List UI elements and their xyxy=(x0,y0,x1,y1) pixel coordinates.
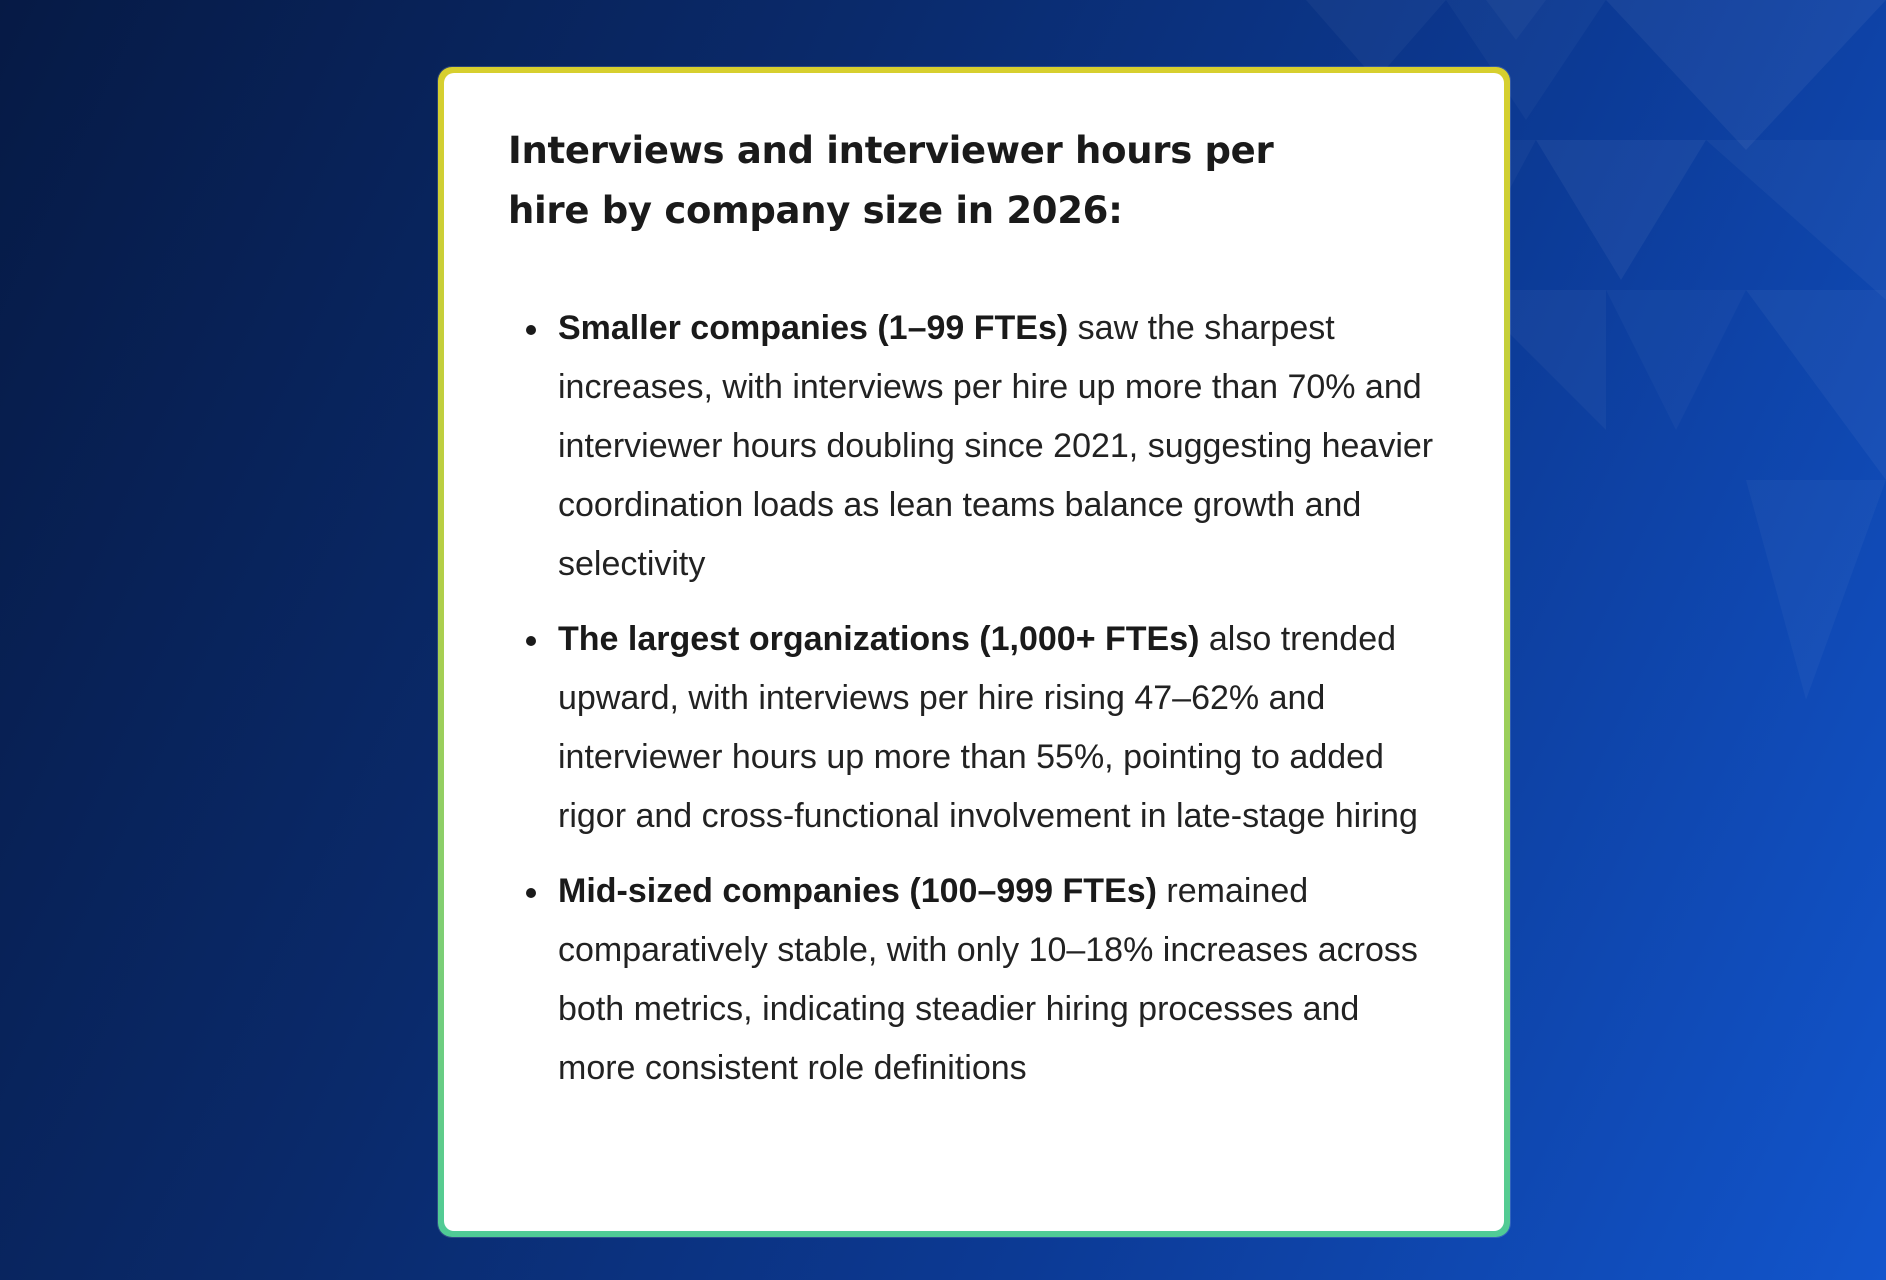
bullet-text: also trended upward, with interviews per hire rising 47–62% and interviewer hours up more than 55%, pointing to added rigor and cross-functional involvement in late-stage hiring xyxy=(558,620,1418,835)
bullet-heading: The largest organizations (1,000+ FTEs) xyxy=(558,620,1200,658)
card-title: Interviews and interviewer hours per hire by company size in 2026: xyxy=(508,129,1274,232)
info-card-body xyxy=(444,73,1504,1231)
bullet-item-largest-organizations xyxy=(558,610,1438,846)
bullet-dot-icon xyxy=(526,888,536,898)
bullet-item-mid-sized-companies xyxy=(558,862,1438,1098)
bullet-dot-icon xyxy=(526,325,536,335)
bullet-list xyxy=(508,299,1440,1098)
bullet-dot-icon xyxy=(526,636,536,646)
bullet-text: saw the sharpest increases, with interviews per hire up more than 70% and interviewer hours doubling since 2021, suggesting heavier coordination loads as lean teams balance growth and selectivity xyxy=(558,309,1434,583)
bullet-heading: Mid-sized companies (100–999 FTEs) xyxy=(558,872,1157,910)
bullet-text: remained comparatively stable, with only 10–18% increases across both metrics, indicating steadier hiring processes and more consistent role definitions xyxy=(558,872,1418,1087)
bullet-item-smaller-companies xyxy=(558,299,1438,594)
bullet-heading: Smaller companies (1–99 FTEs) xyxy=(558,309,1069,347)
info-card xyxy=(438,67,1510,1237)
